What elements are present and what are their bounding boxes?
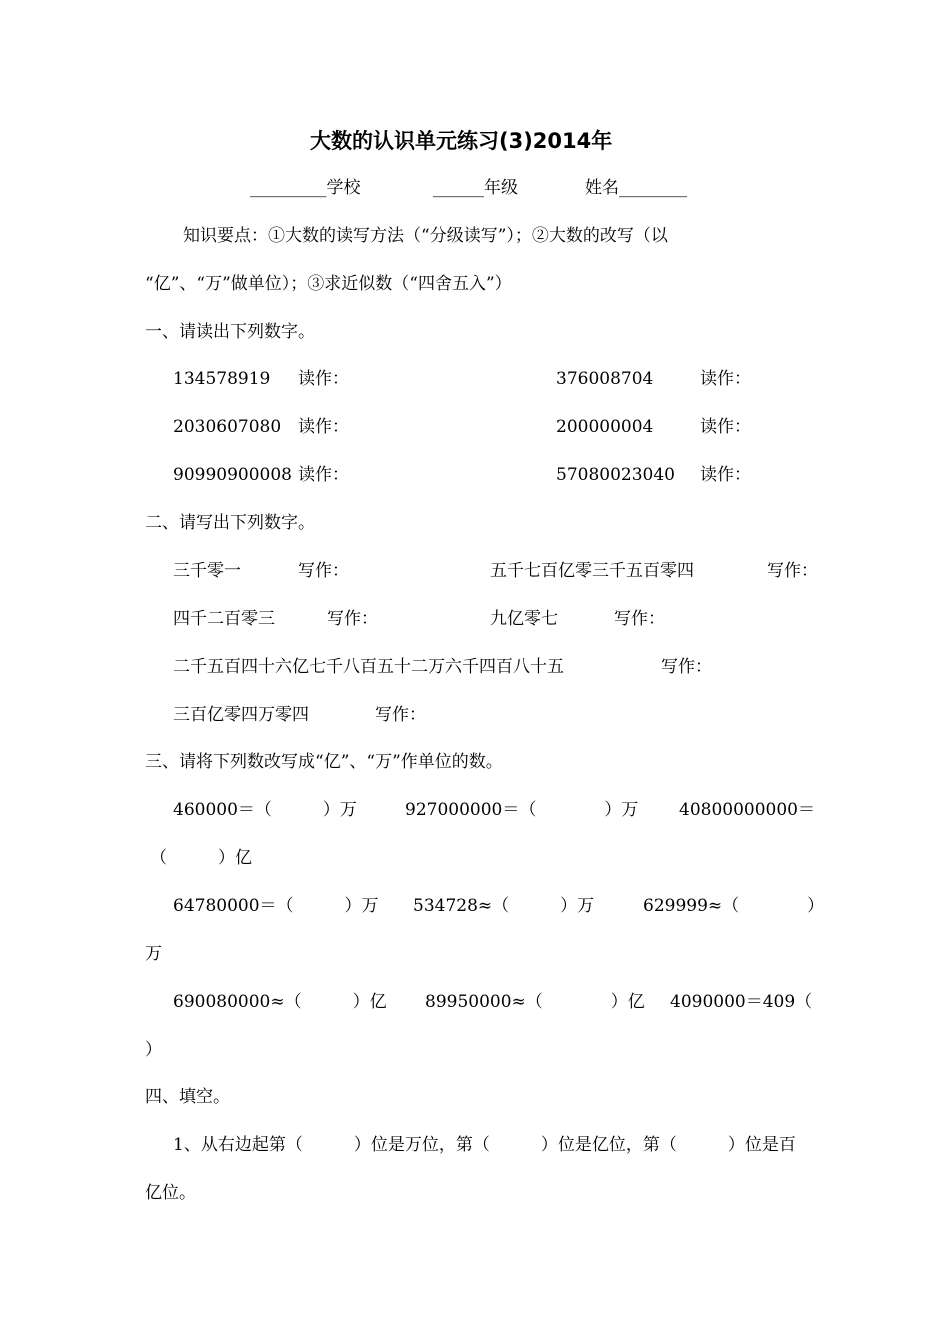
read-label: 读作： [298,369,349,389]
write-words: 三百亿零四万零四 [173,705,309,725]
write-words: 二千五百四十六亿七千八百五十二万六千四百八十五 [173,657,564,677]
read-number: 376008704 [556,369,654,389]
rewrite-item: 629999≈（ ） [643,896,825,916]
write-words: 三千零一 [173,561,241,581]
read-label: 读作： [298,465,349,485]
read-number: 134578919 [173,369,271,389]
read-number: 57080023040 [556,465,675,485]
write-label: 写作： [614,609,665,629]
write-label: 写作： [298,561,349,581]
read-number: 90990900008 [173,465,292,485]
write-words: 五千七百亿零三千五百零四 [490,561,694,581]
rewrite-item: 4090000＝409（ [670,992,813,1012]
rewrite-item: 690080000≈（ ）亿 [173,992,387,1012]
rewrite-item: 534728≈（ ）万 [413,896,595,916]
school-field: _________学校 [250,178,361,198]
rewrite-item: 40800000000＝ [679,800,815,820]
section-1-heading: 一、请读出下列数字。 [145,322,315,342]
section-2-heading: 二、请写出下列数字。 [145,513,315,533]
name-field: 姓名________ [585,178,687,198]
read-label: 读作： [700,417,751,437]
write-label: 写作： [767,561,818,581]
rewrite-item: 64780000＝（ ）万 [173,896,379,916]
rewrite-item: 927000000＝（ ）万 [405,800,639,820]
fill-question-line-1: 1、从右边起第（ ）位是万位，第（ ）位是亿位，第（ ）位是百 [173,1135,796,1155]
rewrite-item-continued: 万 [145,944,162,964]
write-label: 写作： [661,657,712,677]
intro-line-1: 知识要点：①大数的读写方法（“分级读写”）；②大数的改写（以 [183,226,668,246]
fill-question-line-2: 亿位。 [145,1183,196,1203]
rewrite-item: 89950000≈（ ）亿 [425,992,645,1012]
rewrite-item-continued: ） [145,1040,162,1060]
grade-field: ______年级 [433,178,518,198]
intro-line-2: “亿”、“万”做单位）；③求近似数（“四舍五入”） [145,274,512,294]
write-label: 写作： [327,609,378,629]
rewrite-item-continued: （ ）亿 [150,848,252,868]
write-words: 四千二百零三 [173,609,275,629]
read-label: 读作： [700,369,751,389]
read-label: 读作： [700,465,751,485]
rewrite-item: 460000＝（ ）万 [173,800,357,820]
read-label: 读作： [298,417,349,437]
page-title: 大数的认识单元练习(3)2014年 [310,129,613,153]
write-label: 写作： [375,705,426,725]
section-4-heading: 四、填空。 [145,1087,230,1107]
write-words: 九亿零七 [490,609,558,629]
read-number: 2030607080 [173,417,282,437]
read-number: 200000004 [556,417,654,437]
section-3-heading: 三、请将下列数改写成“亿”、“万”作单位的数。 [145,752,503,772]
